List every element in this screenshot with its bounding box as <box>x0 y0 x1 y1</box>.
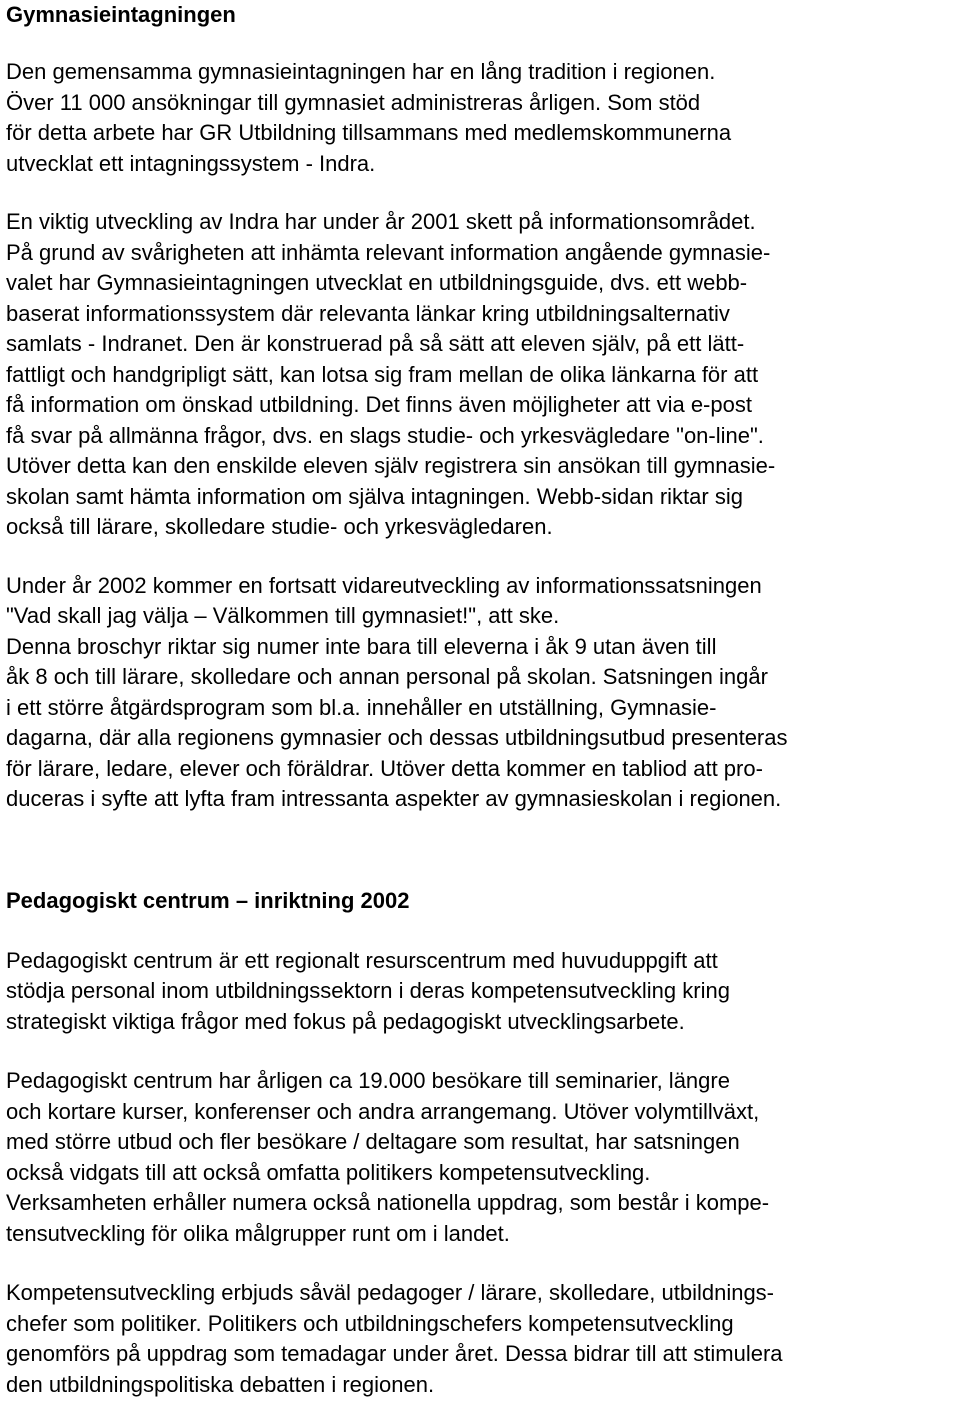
text-line: få svar på allmänna frågor, dvs. en slags studie- och yrkesvägledare "on-line". <box>6 422 764 448</box>
text-line: Kompetensutveckling erbjuds såväl pedagoger / lärare, skolledare, utbildnings- <box>6 1280 775 1305</box>
text-line: strategiskt viktiga frågor med fokus på pedagogiskt utvecklingsarbete. <box>6 1008 685 1034</box>
text-line: Pedagogiskt centrum har årligen ca 19.000 besökare till seminarier, längre <box>6 1068 730 1093</box>
paragraph-pedagogiskt-centrum-intro <box>6 946 956 1038</box>
text-line: genomförs på uppdrag som temadagar under året. Dessa bidrar till att stimulera <box>6 1341 783 1366</box>
text-line: chefer som politiker. Politikers och utbildningschefers kompetensutveckling <box>6 1310 734 1336</box>
document-page <box>6 0 956 1400</box>
section-heading-pedagogiskt-centrum: Pedagogiskt centrum – inriktning 2002 <box>6 887 410 913</box>
text-line: dagarna, där alla regionens gymnasier och dessas utbildningsutbud presenteras <box>6 725 788 750</box>
text-line: fattligt och handgripligt sätt, kan lotsa sig fram mellan de olika länkarna för att <box>6 361 759 387</box>
text-line: utvecklat ett intagningssystem - Indra. <box>6 150 376 176</box>
text-line: På grund av svårigheten att inhämta relevant information angående gymnasie- <box>6 239 771 265</box>
text-line: åk 8 och till lärare, skolledare och annan personal på skolan. Satsningen ingår <box>6 664 768 689</box>
text-line: få information om önskad utbildning. Det finns även möjligheter att via e-post <box>6 392 752 417</box>
text-line: för detta arbete har GR Utbildning tillsammans med medlemskommunerna <box>6 120 732 145</box>
text-line: tensutveckling för olika målgrupper runt om i landet. <box>6 1220 510 1246</box>
text-line: Utöver detta kan den enskilde eleven själv registrera sin ansökan till gymnasie- <box>6 453 776 478</box>
text-line: En viktig utveckling av Indra har under år 2001 skett på informationsområdet. <box>6 209 756 234</box>
paragraph-gymnasieintagningen-intro <box>6 57 956 179</box>
text-line: också till lärare, skolledare studie- och yrkesvägledaren. <box>6 514 553 539</box>
paragraph-2002-plans <box>6 571 956 815</box>
text-line: för lärare, ledare, elever och föräldrar. Utöver detta kommer en tabliod att pro- <box>6 755 763 781</box>
text-line: baserat informationssystem där relevanta länkar kring utbildningsalternativ <box>6 300 730 326</box>
section-heading-gymnasieintagningen: Gymnasieintagningen <box>6 2 236 27</box>
text-line: valet har Gymnasieintagningen utvecklat en utbildningsguide, dvs. ett webb- <box>6 270 748 295</box>
text-line: stödja personal inom utbildningssektorn i deras kompetensutveckling kring <box>6 978 730 1003</box>
paragraph-competence-development <box>6 1278 956 1400</box>
paragraph-indra-development <box>6 207 956 543</box>
text-line: Denna broschyr riktar sig numer inte bara till eleverna i åk 9 utan även till <box>6 633 717 659</box>
text-line: i ett större åtgärdsprogram som bl.a. innehåller en utställning, Gymnasie- <box>6 694 717 720</box>
paragraph-visitors <box>6 1066 956 1249</box>
text-line: med större utbud och fler besökare / deltagare som resultat, har satsningen <box>6 1129 740 1154</box>
text-line: Verksamheten erhåller numera också nationella uppdrag, som består i kompe- <box>6 1190 770 1215</box>
text-line: också vidgats till att också omfatta politikers kompetensutveckling. <box>6 1159 651 1185</box>
text-line: Under år 2002 kommer en fortsatt vidareutveckling av informationssatsningen <box>6 572 762 598</box>
text-line: skolan samt hämta information om själva intagningen. Webb-sidan riktar sig <box>6 483 743 509</box>
text-line: Över 11 000 ansökningar till gymnasiet administreras årligen. Som stöd <box>6 89 701 115</box>
text-line: samlats - Indranet. Den är konstruerad på så sätt att eleven själv, på ett lätt- <box>6 331 745 356</box>
text-line: Pedagogiskt centrum är ett regionalt resurscentrum med huvuduppgift att <box>6 947 718 973</box>
text-line: den utbildningspolitiska debatten i regionen. <box>6 1371 435 1397</box>
text-line: Den gemensamma gymnasieintagningen har en lång tradition i regionen. <box>6 59 716 84</box>
text-line: och kortare kurser, konferenser och andra arrangemang. Utöver volymtillväxt, <box>6 1098 760 1124</box>
text-line: "Vad skall jag välja – Välkommen till gymnasiet!", att ske. <box>6 603 560 628</box>
text-line: duceras i syfte att lyfta fram intressanta aspekter av gymnasieskolan i regionen. <box>6 786 782 811</box>
